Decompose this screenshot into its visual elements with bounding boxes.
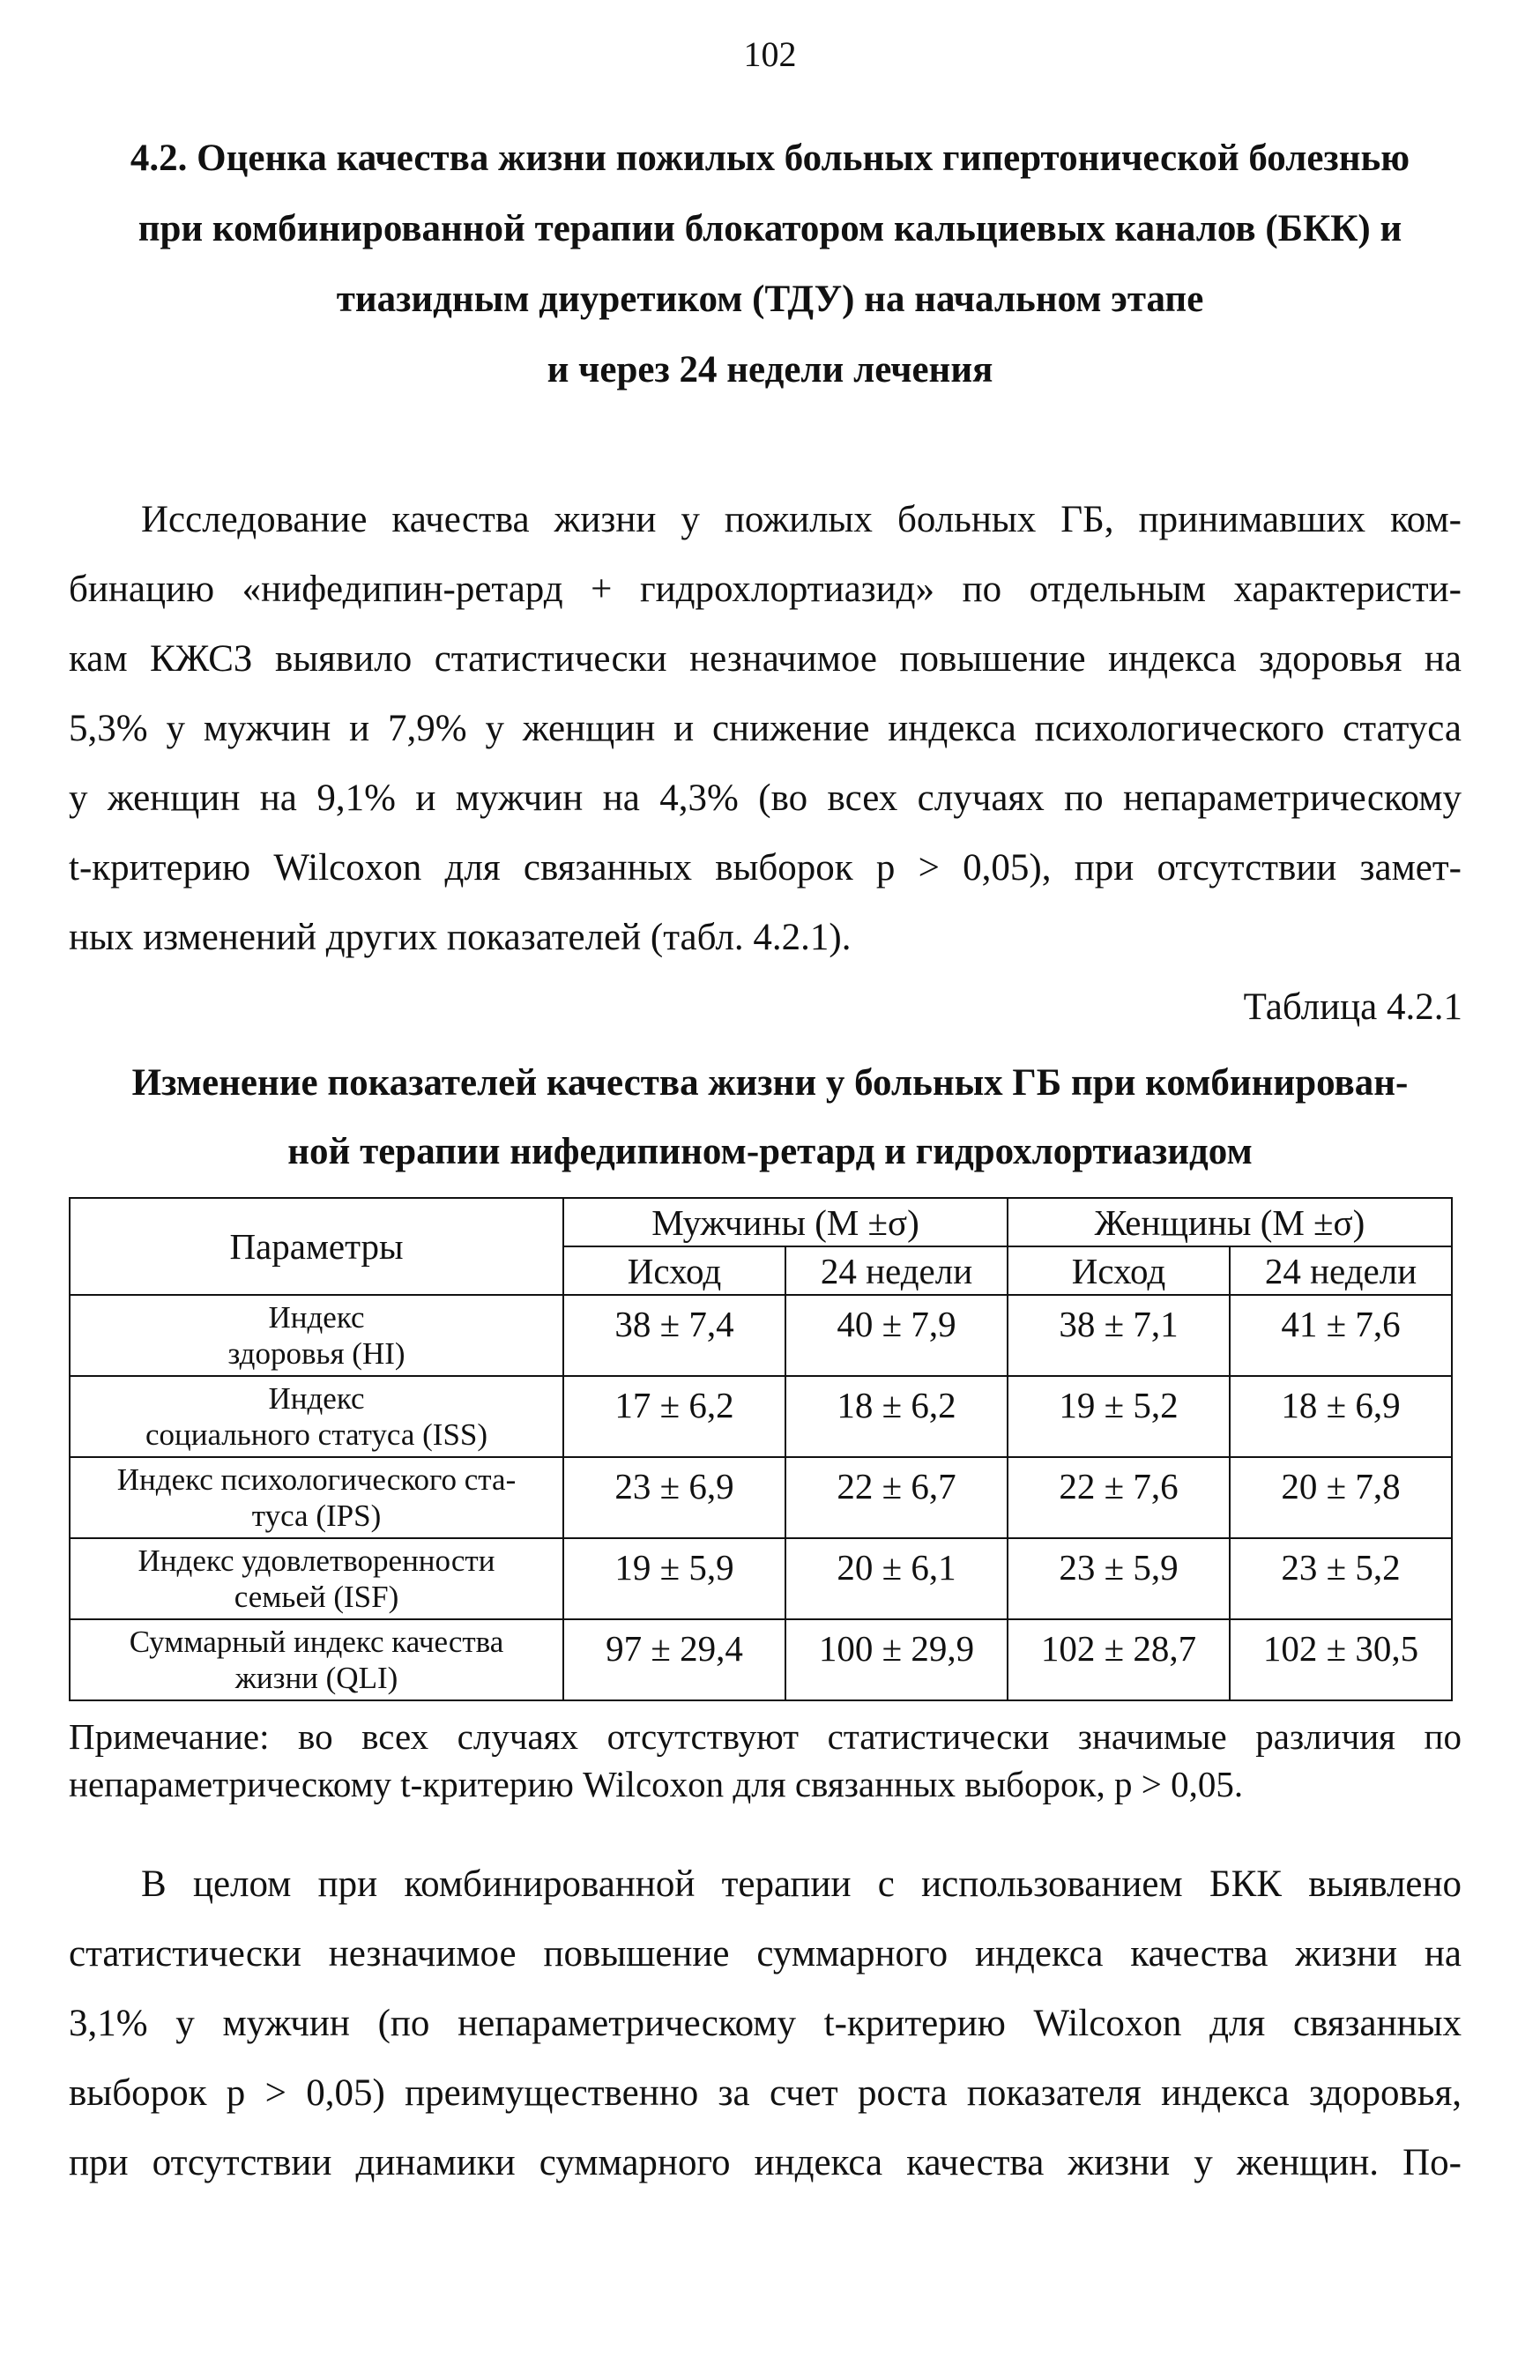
- table-note: [69, 1713, 1462, 1808]
- men-24-weeks-value: 20 ± 6,1: [785, 1538, 1008, 1619]
- paragraph-line: кам КЖСЗ выявило статистически незначимое повышение индекса здоровья на: [69, 638, 1462, 680]
- table-row: [70, 1457, 1452, 1538]
- row-parameter: Индекс социального статуса (ISS): [70, 1376, 563, 1457]
- paragraph-line: выборок p > 0,05) преимущественно за счет роста показателя индекса здоровья,: [69, 2072, 1462, 2114]
- women-baseline-value: 23 ± 5,9: [1008, 1538, 1230, 1619]
- women-baseline-value: 22 ± 7,6: [1008, 1457, 1230, 1538]
- table-row: [70, 1538, 1452, 1619]
- heading-line: 4.2. Оценка качества жизни пожилых больных гипертонической болезнью: [130, 138, 1410, 179]
- heading-line: при комбинированной терапии блокатором кальциевых каналов (БКК) и: [138, 208, 1402, 249]
- women-baseline-value: 102 ± 28,7: [1008, 1619, 1230, 1700]
- women-24-weeks-value: 41 ± 7,6: [1230, 1295, 1452, 1376]
- paragraph-line: бинацию «нифедипин-ретард + гидрохлортиазид» по отдельным характеристи-: [69, 569, 1462, 610]
- men-baseline-value: 23 ± 6,9: [563, 1457, 785, 1538]
- men-baseline-value: 97 ± 29,4: [563, 1619, 785, 1700]
- subheader-men-24-weeks: 24 недели: [785, 1246, 1008, 1295]
- intro-paragraph: [69, 485, 1462, 972]
- note-line: непараметрическому t-критерию Wilcoxon для связанных выборок, p > 0,05.: [69, 1764, 1244, 1804]
- table-row: [70, 1295, 1452, 1376]
- row-parameter: Суммарный индекс качества жизни (QLI): [70, 1619, 563, 1700]
- men-24-weeks-value: 22 ± 6,7: [785, 1457, 1008, 1538]
- subheader-women-24-weeks: 24 недели: [1230, 1246, 1452, 1295]
- table-row: [70, 1376, 1452, 1457]
- paragraph-line: статистически незначимое повышение суммарного индекса качества жизни на: [69, 1933, 1462, 1975]
- heading-line: и через 24 недели лечения: [547, 349, 993, 390]
- paragraph-line: ных изменений других показателей (табл. 4.2.1).: [69, 917, 852, 958]
- table-number: Таблица 4.2.1: [1243, 986, 1462, 1028]
- men-baseline-value: 19 ± 5,9: [563, 1538, 785, 1619]
- conclusion-paragraph: [69, 1849, 1462, 2198]
- paragraph-line: 5,3% у мужчин и 7,9% у женщин и снижение индекса психологического статуса: [69, 708, 1462, 749]
- men-24-weeks-value: 100 ± 29,9: [785, 1619, 1008, 1700]
- paragraph-line: В целом при комбинированной терапии с использованием БКК выявлено: [141, 1863, 1462, 1905]
- page-number: 102: [743, 34, 797, 74]
- row-parameter: Индекс удовлетворенности семьей (ISF): [70, 1538, 563, 1619]
- table-title-line: ной терапии нифедипином-ретард и гидрохлортиазидом: [287, 1131, 1253, 1172]
- row-parameter: Индекс психологического ста- туса (IPS): [70, 1457, 563, 1538]
- men-baseline-value: 38 ± 7,4: [563, 1295, 785, 1376]
- women-baseline-value: 19 ± 5,2: [1008, 1376, 1230, 1457]
- section-heading: [53, 123, 1487, 405]
- paragraph-line: при отсутствии динамики суммарного индекса качества жизни у женщин. По-: [69, 2142, 1462, 2183]
- paragraph-line: t-критерию Wilcoxon для связанных выборок p > 0,05), при отсутствии замет-: [69, 847, 1462, 889]
- subheader-men-baseline: Исход: [563, 1246, 785, 1295]
- subheader-women-baseline: Исход: [1008, 1246, 1230, 1295]
- women-24-weeks-value: 23 ± 5,2: [1230, 1538, 1452, 1619]
- women-baseline-value: 38 ± 7,1: [1008, 1295, 1230, 1376]
- women-24-weeks-value: 18 ± 6,9: [1230, 1376, 1452, 1457]
- paragraph-line: Исследование качества жизни у пожилых больных ГБ, принимавших ком-: [141, 499, 1462, 540]
- heading-line: тиазидным диуретиком (ТДУ) на начальном этапе: [336, 279, 1204, 320]
- header-parameters: Параметры: [70, 1198, 563, 1295]
- women-24-weeks-value: 20 ± 7,8: [1230, 1457, 1452, 1538]
- men-baseline-value: 17 ± 6,2: [563, 1376, 785, 1457]
- header-women: Женщины (М ±σ): [1008, 1198, 1452, 1246]
- table-title-line: Изменение показателей качества жизни у больных ГБ при комбинирован-: [131, 1062, 1409, 1104]
- header-men: Мужчины (М ±σ): [563, 1198, 1008, 1246]
- paragraph-line: 3,1% у мужчин (по непараметрическому t-критерию Wilcoxon для связанных: [69, 2003, 1462, 2044]
- table-title: [53, 1049, 1487, 1186]
- paragraph-line: у женщин на 9,1% и мужчин на 4,3% (во всех случаях по непараметрическому: [69, 777, 1462, 819]
- note-line: Примечание: во всех случаях отсутствуют статистически значимые различия по: [69, 1716, 1462, 1757]
- table-row: [70, 1619, 1452, 1700]
- women-24-weeks-value: 102 ± 30,5: [1230, 1619, 1452, 1700]
- men-24-weeks-value: 40 ± 7,9: [785, 1295, 1008, 1376]
- row-parameter: Индекс здоровья (HI): [70, 1295, 563, 1376]
- men-24-weeks-value: 18 ± 6,2: [785, 1376, 1008, 1457]
- quality-of-life-table: [69, 1197, 1453, 1701]
